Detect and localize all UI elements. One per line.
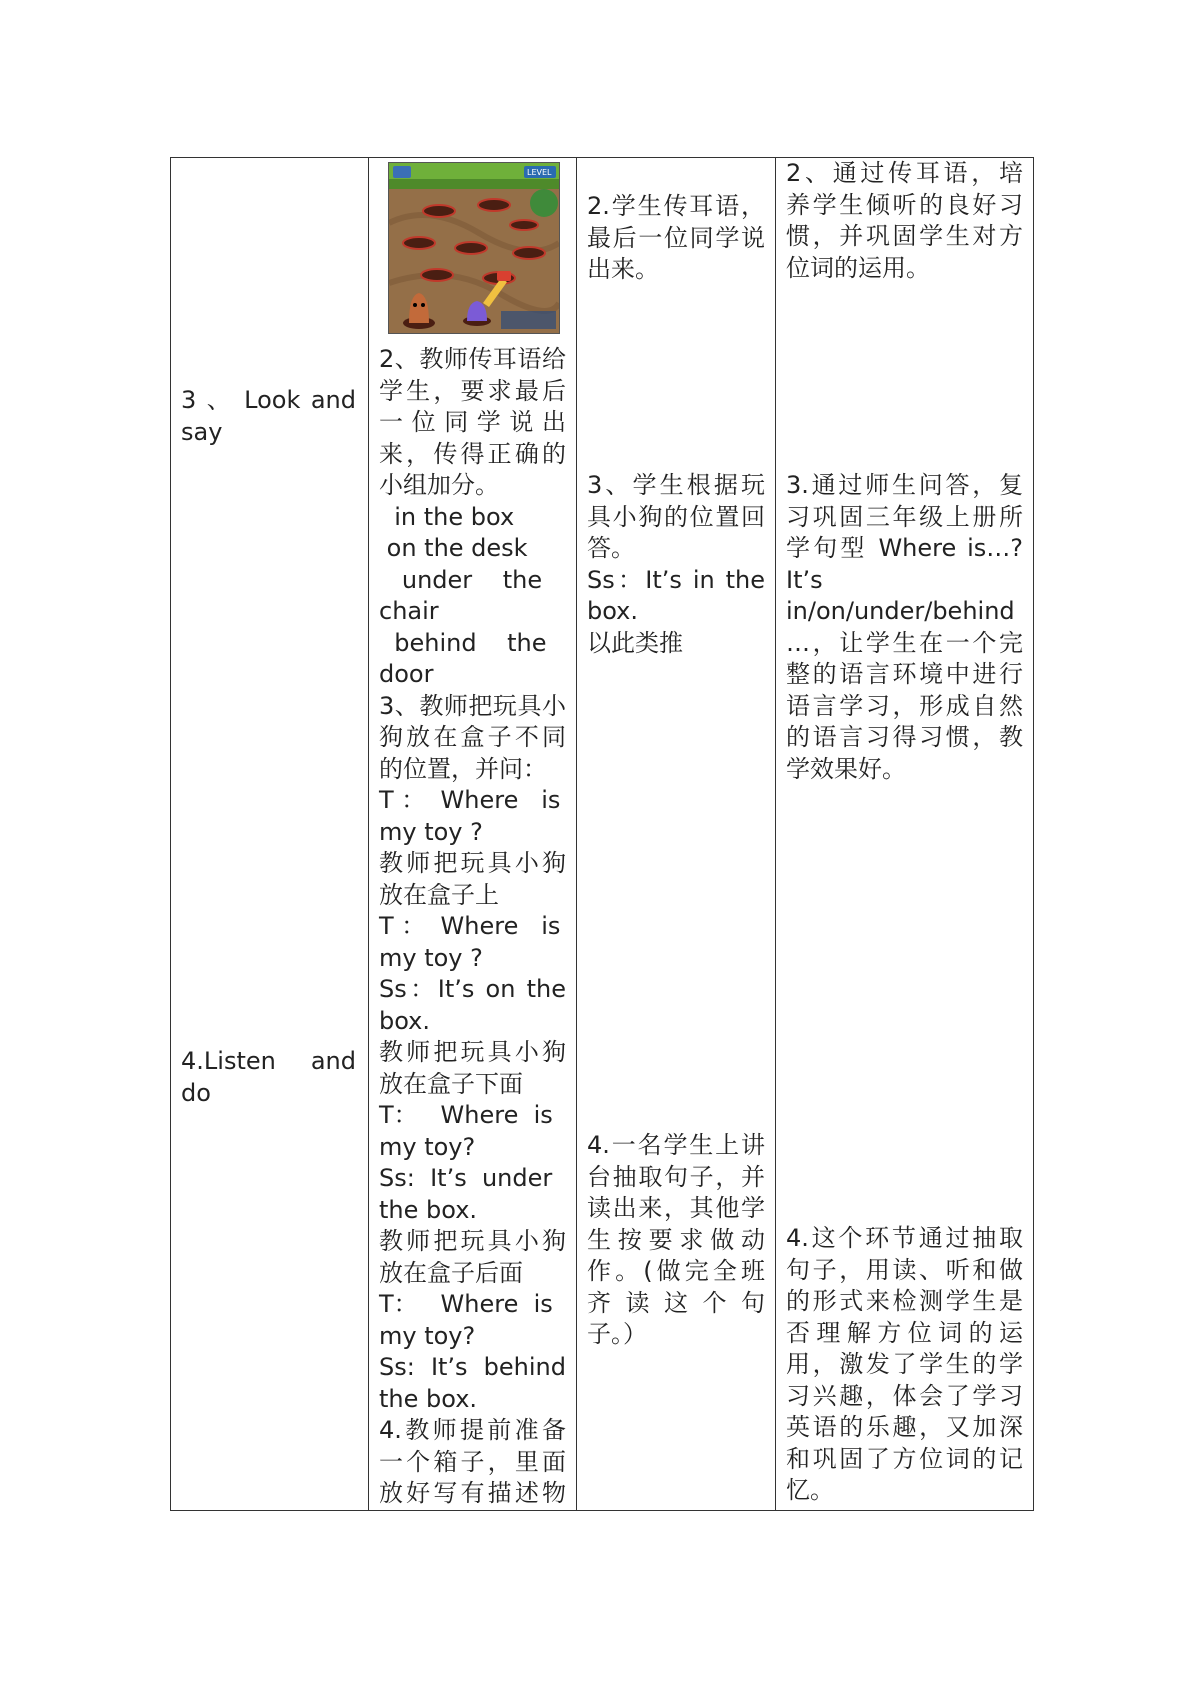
text-line: 的形式来检测学生是	[786, 1287, 1023, 1315]
text-line: 用，激发了学生的学	[786, 1350, 1023, 1378]
text-line: my toy?	[379, 1321, 476, 1350]
text-line: 英语的乐趣，又加深	[786, 1413, 1023, 1441]
text-line: 以此类推	[587, 628, 683, 657]
text-line: 养学生倾听的良好习	[786, 190, 1023, 219]
item4-label-line: 4.Listen and	[181, 1047, 356, 1075]
text-line: 放在盒子下面	[379, 1069, 523, 1098]
text-line: 3、教师把玩具小	[379, 691, 566, 720]
text-line: 生按要求做动	[587, 1225, 765, 1254]
text-line: Ss: It’s under	[379, 1164, 553, 1192]
text-line: 和巩固了方位词的记	[786, 1444, 1023, 1473]
game-level-label: LEVEL	[527, 168, 552, 177]
text-line: 2、教师传耳语给	[379, 345, 566, 373]
text-line: 教师把玩具小狗	[379, 849, 566, 877]
text-line: my toy?	[379, 1132, 476, 1161]
item4-label-line: do	[181, 1078, 211, 1107]
text-line: in/on/under/behind	[786, 597, 1015, 625]
text-line: behind the	[379, 628, 547, 657]
text-line: 整的语言环境中进行	[786, 660, 1023, 688]
text-line: 惯，并巩固学生对方	[786, 222, 1023, 250]
text-line: 4.教师提前准备	[379, 1416, 566, 1444]
text-line: under the	[379, 565, 543, 594]
text-line: 学效果好。	[786, 754, 906, 783]
text-line: the box.	[379, 1384, 478, 1413]
text-line: box.	[379, 1006, 431, 1035]
text-line: door	[379, 660, 434, 688]
text-line: Ss：It’s on the	[379, 975, 566, 1003]
item3-label-line: 3 、 Look and	[181, 386, 356, 414]
item3-label	[181, 385, 356, 448]
lesson-plan-table	[170, 157, 1034, 1511]
text-line: 位词的运用。	[786, 253, 930, 282]
text-line: 4.这个环节通过抽取	[786, 1224, 1023, 1252]
text-line: the box.	[379, 1195, 478, 1224]
design-intent-4	[786, 1223, 1023, 1507]
text-line: 最后一位同学说	[587, 223, 765, 252]
text-line: …，让学生在一个完	[786, 628, 1023, 657]
text-line: 教师把玩具小狗	[379, 1038, 566, 1066]
text-line: 2、通过传耳语，培	[786, 159, 1023, 187]
student-activity-4	[587, 1130, 765, 1351]
whack-a-mole-game-illustration	[389, 163, 559, 333]
text-line: 来，传得正确的	[379, 439, 566, 468]
text-line: 3、学生根据玩	[587, 471, 765, 499]
text-line: on the desk	[379, 534, 528, 562]
student-activity-2	[587, 191, 765, 286]
text-line: 习兴趣，体会了学习	[786, 1381, 1023, 1410]
table-row	[171, 158, 1034, 1511]
text-line: 语言学习，形成自然	[786, 691, 1023, 720]
text-line: 答。	[587, 534, 635, 562]
item4-label	[181, 1046, 356, 1109]
text-line: 读出来，其他学	[587, 1194, 765, 1222]
text-line: T： Where is	[379, 1101, 553, 1129]
text-line: 4.一名学生上讲	[587, 1131, 765, 1159]
text-line: Ss：It’s in the	[587, 565, 765, 594]
text-line: 2.学生传耳语，	[587, 192, 765, 220]
text-line: box.	[587, 597, 639, 625]
text-line: 具小狗的位置回	[587, 502, 765, 531]
text-line: 放好写有描述物	[379, 1479, 566, 1507]
text-line: 的语言习得习惯，教	[786, 723, 1023, 751]
text-line: 的位置，并问：	[379, 754, 547, 783]
student-activity-3	[587, 470, 765, 659]
item3-label-line: say	[181, 417, 223, 446]
text-line: 学生，要求最后	[379, 376, 566, 405]
text-line: T ： Where is	[379, 786, 561, 814]
text-line: 小组加分。	[379, 471, 499, 499]
text-line: 教师把玩具小狗	[379, 1227, 566, 1255]
text-line: 3.通过师生问答，复	[786, 471, 1023, 499]
design-intent-column	[776, 158, 1034, 1511]
text-line: 学句型 Where is…?	[786, 534, 1023, 562]
text-line: my toy ?	[379, 943, 483, 972]
text-line: 句子，用读、听和做	[786, 1255, 1023, 1284]
student-activity-column	[577, 158, 776, 1511]
activity-column	[171, 158, 369, 1511]
text-line: 放在盒子后面	[379, 1258, 523, 1287]
text-line: 习巩固三年级上册所	[786, 502, 1023, 531]
text-line: 否理解方位词的运	[786, 1318, 1023, 1347]
text-line: chair	[379, 597, 439, 625]
text-line: in the box	[379, 502, 515, 531]
text-line: 子。）	[587, 1320, 647, 1348]
text-line: 出来。	[587, 255, 659, 283]
text-line: 作。(做完全班	[587, 1257, 765, 1285]
text-line: 齐 读 这 个 句	[587, 1288, 765, 1317]
text-line: Ss: It’s behind	[379, 1353, 566, 1381]
game-screenshot-image	[388, 162, 560, 334]
text-line: 一个箱子，里面	[379, 1447, 566, 1476]
text-line: It’s	[786, 565, 823, 594]
text-line: 一位同学说出	[379, 408, 566, 436]
text-line: T： Where is	[379, 1290, 553, 1318]
teacher-activity-column	[369, 158, 577, 1511]
text-line: T ： Where is	[379, 912, 561, 940]
design-intent-3	[786, 470, 1023, 785]
text-line: 忆。	[786, 1476, 834, 1504]
text-line: my toy ?	[379, 817, 483, 846]
design-intent-2	[786, 158, 1023, 284]
teacher-activity-text	[379, 344, 566, 1510]
text-line: 放在盒子上	[379, 880, 499, 909]
text-line: 狗放在盒子不同	[379, 723, 566, 751]
text-line: 台抽取句子，并	[587, 1162, 765, 1191]
